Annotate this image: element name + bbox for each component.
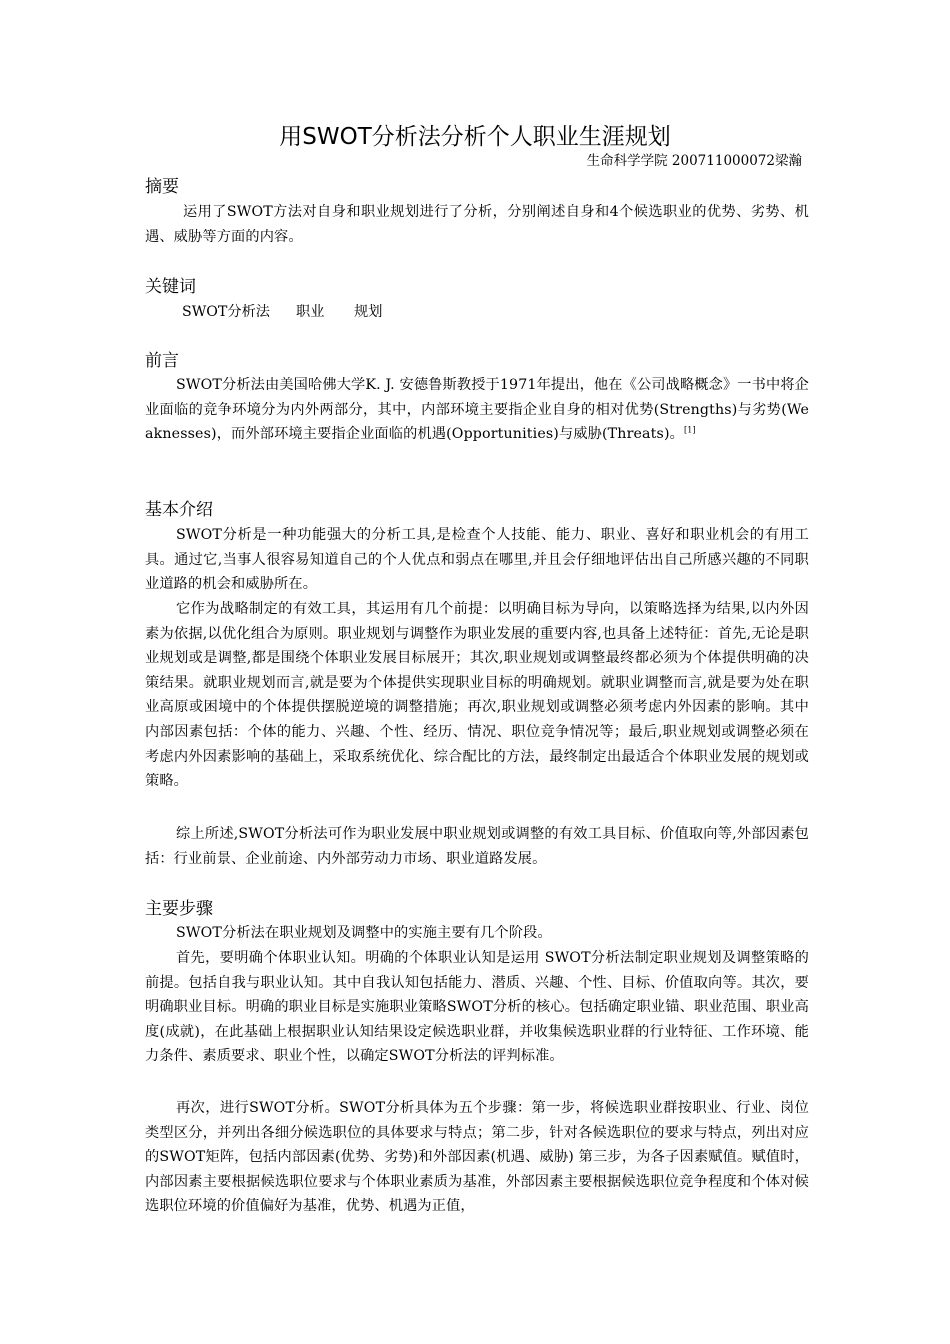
intro-paragraph-1: SWOT分析是一种功能强大的分析工具,是检查个人技能、能力、职业、喜好和职业机会的有用工具。通过它,当事人很容易知道自己的个人优点和弱点在哪里,并且会仔细地评估出自己所感兴趣的不同职业道路的机会和威胁所在。 xyxy=(145,527,809,593)
abstract-paragraph: 运用了SWOT方法对自身和职业规划进行了分析，分别阐述自身和4个候选职业的优势、劣势、机遇、威胁等方面的内容。 xyxy=(145,204,809,245)
citation-marker: [1] xyxy=(683,425,696,435)
intro-paragraph-3: 综上所述,SWOT分析法可作为职业发展中职业规划或调整的有效工具目标、价值取向等,外部因素包括：行业前景、企业前途、内外部劳动力市场、职业道路发展。 xyxy=(145,826,809,867)
document-title: 用SWOT分析法分析个人职业生涯规划 xyxy=(279,124,671,150)
steps-paragraph-1: SWOT分析法在职业规划及调整中的实施主要有几个阶段。 xyxy=(176,925,552,941)
keyword-item: 规划 xyxy=(354,304,383,320)
intro-paragraph-2: 它作为战略制定的有效工具，其运用有几个前提：以明确目标为导向，以策略选择为结果,以内外因素为依据,以优化组合为原则。职业规划与调整作为职业发展的重要内容,也具备上述特征：首先,无论是职业规划或是调整,都是围绕个体职业发展目标展开；其次,职业规划或调整最终都必须为个体提供明确的决策结果。就职业规划而言,就是要为个体提供实现职业目标的明确规划。就职业调整而言,就是要为处在职业高原或困境中的个体提供摆脱逆境的调整措施；再次,职业规划或调整必须考虑内外因素的影响。其中内部因素包括：个体的能力、兴趣、个性、经历、情况、职位竞争情况等；最后,职业规划或调整必须在考虑内外因素影响的基础上，采取系统优化、综合配比的方法，最终制定出最适合个体职业发展的规划或策略。 xyxy=(145,601,809,790)
intro-heading: 基本介绍 xyxy=(145,500,213,520)
steps-heading: 主要步骤 xyxy=(145,899,213,919)
keyword-item: SWOT分析法 xyxy=(182,304,270,320)
keyword-item: 职业 xyxy=(296,304,325,320)
keywords-heading: 关键词 xyxy=(145,277,196,297)
preface-paragraph xyxy=(145,373,809,447)
steps-paragraph-3: 再次，进行SWOT分析。SWOT分析具体为五个步骤：第一步，将候选职业群按职业、行业、岗位类型区分，并列出各细分候选职位的具体要求与特点；第二步，针对各候选职位的要求与特点，列出对应的SWOT矩阵，包括内部因素(优势、劣势)和外部因素(机遇、威胁) 第三步，为各子因素赋值。赋值时，内部因素主要根据候选职位要求与个体职业素质为基准，外部因素主要根据候选职位竞争程度和个体对候选职位环境的价值偏好为基准，优势、机遇为正值， xyxy=(145,1100,809,1215)
author-line: 生命科学学院 200711000072梁瀚 xyxy=(586,153,802,169)
steps-paragraph-2: 首先，要明确个体职业认知。明确的个体职业认知是运用 SWOT分析法制定职业规划及调整策略的前提。包括自我与职业认知。其中自我认知包括能力、潜质、兴趣、个性、目标、价值取向等。其次，要明确职业目标。明确的职业目标是实施职业策略SWOT分析的核心。包括确定职业锚、职业范围、职业高度(成就)，在此基础上根据职业认知结果设定候选职业群，并收集候选职业群的行业特征、工作环境、能力条件、素质要求、职业个性，以确定SWOT分析法的评判标准。 xyxy=(145,950,809,1065)
preface-heading: 前言 xyxy=(145,351,179,371)
abstract-heading: 摘要 xyxy=(145,177,179,197)
preface-text: SWOT分析法由美国哈佛大学K. J. 安德鲁斯教授于1971年提出，他在《公司战略概念》一书中将企业面临的竞争环境分为内外两部分，其中，内部环境主要指企业自身的相对优势(Strengths)与劣势(Weaknesses)，而外部环境主要指企业面临的机遇(Opportunities)与威胁(Threats)。 xyxy=(145,377,809,443)
